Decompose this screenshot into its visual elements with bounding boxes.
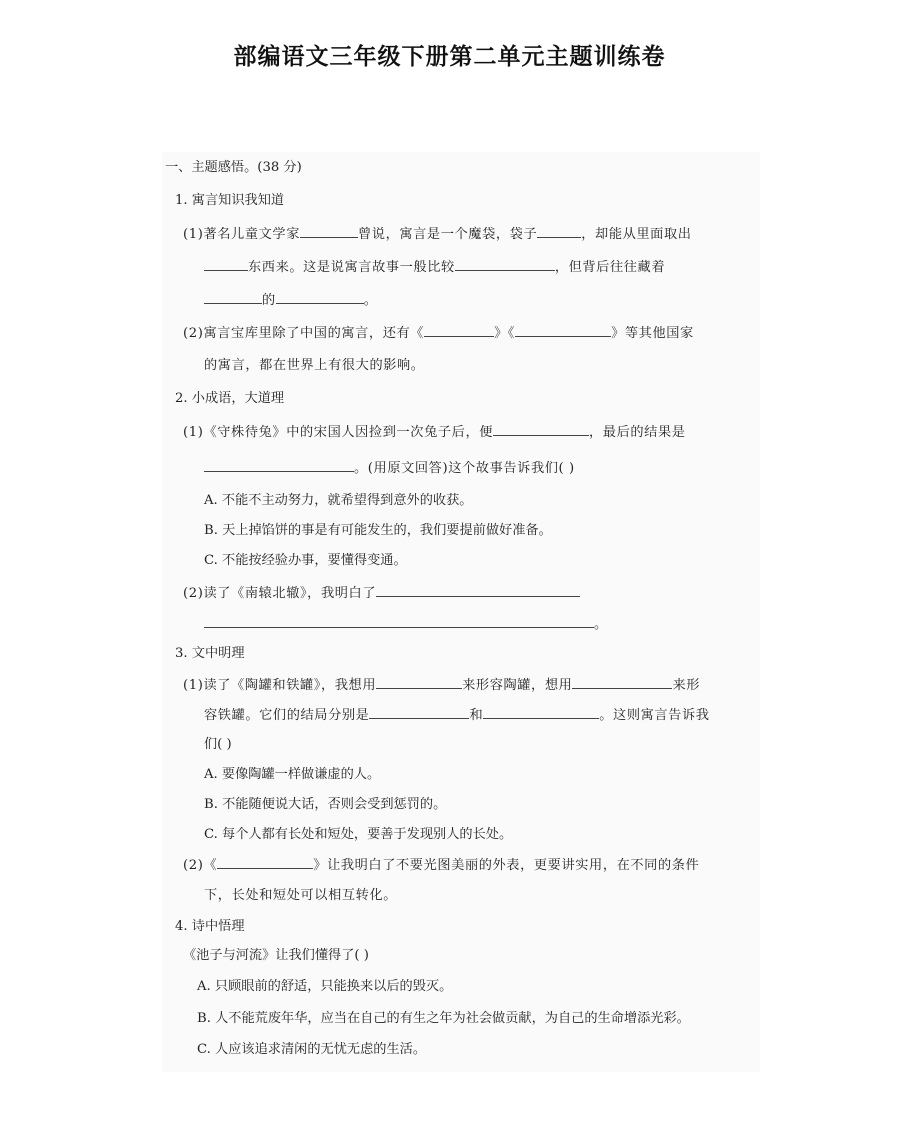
question-2-option-b: B. 天上掉馅饼的事是有可能发生的，我们要提前做好准备。 (204, 523, 552, 538)
answer-blank[interactable] (483, 705, 599, 719)
text: (1)著名儿童文学家 (183, 227, 300, 242)
answer-blank[interactable] (217, 855, 313, 869)
text: 的 (262, 293, 276, 308)
text: (2)《 (183, 858, 218, 873)
text: ，却能从里面取出 (581, 227, 692, 242)
question-2-part-2-line-1 (183, 583, 580, 604)
question-2-part-2-line-2 (204, 614, 607, 635)
question-3-part-1-line-3: 们( ) (204, 737, 232, 752)
question-1-part-2-line-2: 的寓言，都在世界上有很大的影响。 (204, 358, 425, 373)
answer-blank[interactable] (204, 458, 354, 472)
text: 。 (363, 293, 378, 308)
answer-blank[interactable] (204, 257, 248, 271)
page-title: 部编语文三年级下册第二单元主题训练卷 (233, 44, 666, 70)
text: 容铁罐。它们的结局分别是 (204, 708, 370, 723)
answer-blank[interactable] (376, 675, 462, 689)
answer-blank[interactable] (537, 224, 581, 238)
question-1-part-1-line-3 (204, 290, 378, 311)
text: ，但背后往往藏着 (554, 260, 666, 275)
answer-blank[interactable] (493, 422, 589, 436)
question-3-option-b: B. 不能随便说大话，否则会受到惩罚的。 (204, 797, 447, 812)
answer-blank[interactable] (204, 290, 262, 304)
text: (1)《守株待兔》中的宋国人因捡到一次兔子后，便 (183, 425, 494, 440)
question-4-stem: 《池子与河流》让我们懂得了( ) (183, 948, 369, 963)
question-4-option-b: B. 人不能荒废年华，应当在自己的有生之年为社会做贡献，为自己的生命增添光彩。 (197, 1011, 690, 1026)
question-1-part-1-line-2 (204, 257, 665, 278)
question-2-option-c: C. 不能按经验办事，要懂得变通。 (204, 553, 407, 568)
question-3-part-1-line-2 (204, 705, 710, 726)
answer-blank[interactable] (572, 675, 672, 689)
question-2-heading: 2. 小成语，大道理 (175, 391, 285, 406)
question-3-part-2-line-2: 下，长处和短处可以相互转化。 (204, 888, 398, 903)
question-4-option-c: C. 人应该追求清闲的无忧无虑的生活。 (197, 1042, 427, 1057)
question-4-heading: 4. 诗中悟理 (175, 919, 245, 934)
text: 和 (469, 708, 484, 723)
answer-blank[interactable] (300, 224, 358, 238)
answer-blank[interactable] (276, 290, 364, 304)
text: 来形容陶罐，想用 (462, 678, 573, 693)
question-2-part-1-line-2 (204, 458, 575, 479)
question-1-part-2-line-1 (183, 323, 694, 344)
question-4-option-a: A. 只顾眼前的舒适，只能换来以后的毁灭。 (197, 979, 453, 994)
text: (2)读了《南辕北辙》，我明白了 (183, 586, 377, 601)
question-2-option-a: A. 不能不主动努力，就希望得到意外的收获。 (204, 493, 473, 508)
question-3-part-2-line-1 (183, 855, 699, 876)
question-2-part-1-line-1 (183, 422, 686, 443)
text: 。这则寓言告诉我 (599, 708, 710, 723)
question-3-part-1-line-1 (183, 675, 700, 696)
answer-blank[interactable] (204, 614, 594, 628)
question-3-option-c: C. 每个人都有长处和短处，要善于发现别人的长处。 (204, 827, 513, 842)
question-1-heading: 1. 寓言知识我知道 (175, 193, 285, 208)
text: 。 (594, 617, 608, 632)
answer-blank[interactable] (455, 257, 555, 271)
answer-blank[interactable] (515, 323, 611, 337)
text: 》《 (494, 326, 516, 341)
answer-blank[interactable] (376, 583, 580, 597)
text: 曾说，寓言是一个魔袋，袋子 (358, 227, 538, 242)
text: 。(用原文回答)这个故事告诉我们( ) (354, 461, 575, 476)
text: (2)寓言宝库里除了中国的寓言，还有《 (183, 326, 425, 341)
question-3-heading: 3. 文中明理 (175, 646, 245, 661)
text: 》等其他国家 (611, 326, 694, 341)
text: 来形 (672, 678, 701, 693)
text: 东西来。这是说寓言故事一般比较 (248, 260, 455, 275)
text: (1)读了《陶罐和铁罐》，我想用 (183, 678, 377, 693)
section-heading: 一、主题感悟。(38 分) (165, 160, 302, 175)
answer-blank[interactable] (369, 705, 469, 719)
answer-blank[interactable] (424, 323, 494, 337)
text: ，最后的结果是 (589, 425, 686, 440)
text: 》让我明白了不要光图美丽的外表，更要讲实用，在不同的条件 (313, 858, 700, 873)
question-1-part-1-line-1 (183, 224, 692, 245)
question-3-option-a: A. 要像陶罐一样做谦虚的人。 (204, 767, 381, 782)
